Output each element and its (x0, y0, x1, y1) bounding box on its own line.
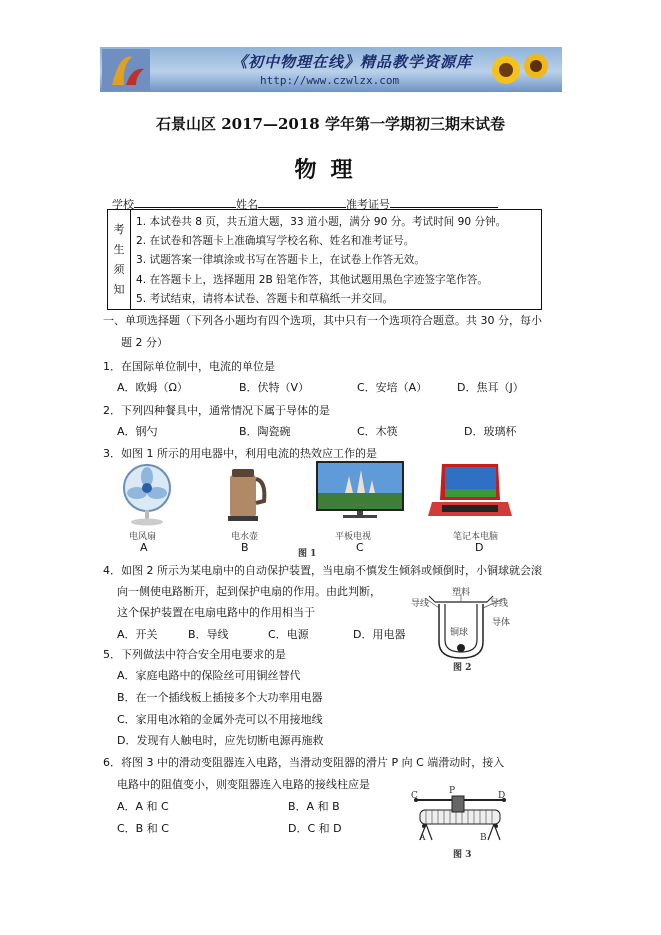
ticket-label: 准考证号 (346, 198, 390, 211)
notice-item: 2. 在试卷和答题卡上准确填写学校名称、姓名和准考证号。 (136, 235, 415, 248)
notice-side-char: 知 (113, 282, 125, 296)
q6-option-d[interactable]: D．C 和 D (288, 822, 342, 835)
fig2-label: 图 2 (453, 663, 472, 673)
notice-item: 3. 试题答案一律填涂或书写在答题卡上，在试卷上作答无效。 (136, 254, 425, 267)
fig3-slider-p: P (449, 786, 456, 796)
electric-kettle-image (224, 465, 268, 523)
q3-stem: 3．如图 1 所示的用电器中，利用电流的热效应工作的是 (103, 447, 377, 460)
fig1-letter-c[interactable]: C (356, 541, 364, 554)
fig1-caption-c: 平板电视 (335, 532, 372, 542)
q1-option-a[interactable]: A．欧姆（Ω） (117, 381, 188, 394)
q2-option-c[interactable]: C．木筷 (357, 425, 398, 438)
notice-item: 1. 本试卷共 8 页，共五道大题，33 道小题，满分 90 分。考试时间 90 分钟。 (136, 216, 507, 228)
section-heading: 一、单项选择题（下列各小题均有四个选项，其中只有一个选项符合题意。共 30 分，每小 (103, 314, 542, 327)
fig2-wire-right-label: 导线 (490, 599, 509, 609)
fig1-letter-b[interactable]: B (241, 541, 249, 554)
q6-stem-line1: 6．将图 3 中的滑动变阻器连入电路，当滑动变阻器的滑片 P 向 C 端滑动时，接入 (103, 756, 505, 769)
notice-side-char: 考 (113, 222, 125, 236)
fig3-term-a: A (419, 833, 426, 843)
fig2-plastic-label: 塑料 (452, 588, 471, 598)
fig1-letter-d[interactable]: D (475, 541, 484, 554)
q5-stem: 5．下列做法中符合安全用电要求的是 (103, 648, 286, 661)
q6-option-b[interactable]: B．A 和 B (288, 800, 340, 813)
q4-option-c[interactable]: C．电源 (268, 628, 309, 641)
fig3-term-d: D (498, 791, 506, 801)
q5-option-d[interactable]: D．发现有人触电时，应先切断电源再施救 (117, 734, 324, 747)
fig1-caption-d: 笔记本电脑 (453, 532, 499, 542)
logo-icon (102, 49, 150, 91)
q1-option-c[interactable]: C．安培（A） (357, 381, 428, 394)
fig2-conductor-label: 导体 (492, 618, 511, 628)
q4-option-d[interactable]: D．用电器 (353, 628, 406, 641)
notice-item: 4. 在答题卡上，选择题用 2B 铅笔作答，其他试题用黑色字迹签字笔作答。 (136, 273, 489, 286)
q4-stem-line1: 4．如图 2 所示为某电扇中的自动保护装置，当电扇不慎发生倾斜或倾倒时，小铜球就会滚 (103, 564, 542, 577)
q1-option-b[interactable]: B．伏特（V） (239, 381, 310, 394)
notice-side (108, 210, 131, 309)
q5-option-b[interactable]: B．在一个插线板上插接多个大功率用电器 (117, 691, 323, 704)
name-blank[interactable] (258, 197, 346, 208)
ticket-blank[interactable] (390, 197, 498, 208)
fig1-label: 图 1 (298, 549, 317, 559)
name-label: 姓名 (236, 198, 258, 211)
fig3-term-b: B (480, 833, 487, 843)
q6-option-a[interactable]: A．A 和 C (117, 800, 169, 813)
subject-title: 物理 (294, 157, 367, 183)
q2-stem: 2．下列四种餐具中，通常情况下属于导体的是 (103, 404, 330, 417)
q5-option-c[interactable]: C．家用电冰箱的金属外壳可以不用接地线 (117, 713, 323, 726)
q2-option-d[interactable]: D．玻璃杯 (464, 425, 517, 438)
q2-option-b[interactable]: B．陶瓷碗 (239, 425, 291, 438)
banner-title: 《初中物理在线》精品教学资源库 (232, 53, 473, 71)
notice-item: 5. 考试结束，请将本试卷、答题卡和草稿纸一并交回。 (136, 292, 394, 305)
fig1-caption-a: 电风扇 (129, 532, 157, 542)
banner-url[interactable]: http://www.czwlzx.com (260, 74, 400, 87)
school-blank[interactable] (134, 197, 236, 208)
q4-stem-line2: 向一侧使电路断开，起到保护电扇的作用。由此判断， (117, 585, 381, 598)
exam-title: 石景山区 2017—2018 学年第一学期初三期末试卷 (156, 115, 505, 133)
notice-items (136, 213, 506, 309)
fig3-term-c: C (411, 791, 418, 801)
fig2-wire-left-label: 导线 (411, 599, 430, 609)
q4-option-a[interactable]: A．开关 (117, 628, 158, 641)
fig3-label: 图 3 (453, 850, 472, 860)
q1-option-d[interactable]: D．焦耳（J） (457, 381, 524, 394)
q4-option-b[interactable]: B．导线 (188, 628, 229, 641)
q2-option-a[interactable]: A．钢勺 (117, 425, 158, 438)
electric-fan-image (118, 462, 176, 526)
fig1-letter-a[interactable]: A (140, 541, 148, 554)
header-banner (100, 47, 562, 92)
fig2-ball-label: 铜球 (450, 628, 469, 638)
notice-side-char: 生 (113, 242, 125, 256)
flat-tv-image (315, 460, 405, 520)
school-label: 学校 (112, 198, 134, 211)
q1-stem: 1．在国际单位制中，电流的单位是 (103, 360, 275, 373)
notice-side-char: 须 (113, 262, 125, 276)
sunflower-icon (486, 50, 556, 90)
section-heading-cont: 题 2 分） (121, 336, 168, 349)
fig1-caption-b: 电水壶 (231, 532, 259, 542)
q4-stem-line3: 这个保护装置在电扇电路中的作用相当于 (117, 606, 315, 619)
q5-option-a[interactable]: A．家庭电路中的保险丝可用铜丝替代 (117, 669, 301, 682)
notice-box (107, 209, 542, 310)
q6-option-c[interactable]: C．B 和 C (117, 822, 169, 835)
laptop-image (428, 462, 512, 522)
q6-stem-line2: 电路中的阻值变小，则变阻器连入电路的接线柱应是 (117, 778, 370, 791)
